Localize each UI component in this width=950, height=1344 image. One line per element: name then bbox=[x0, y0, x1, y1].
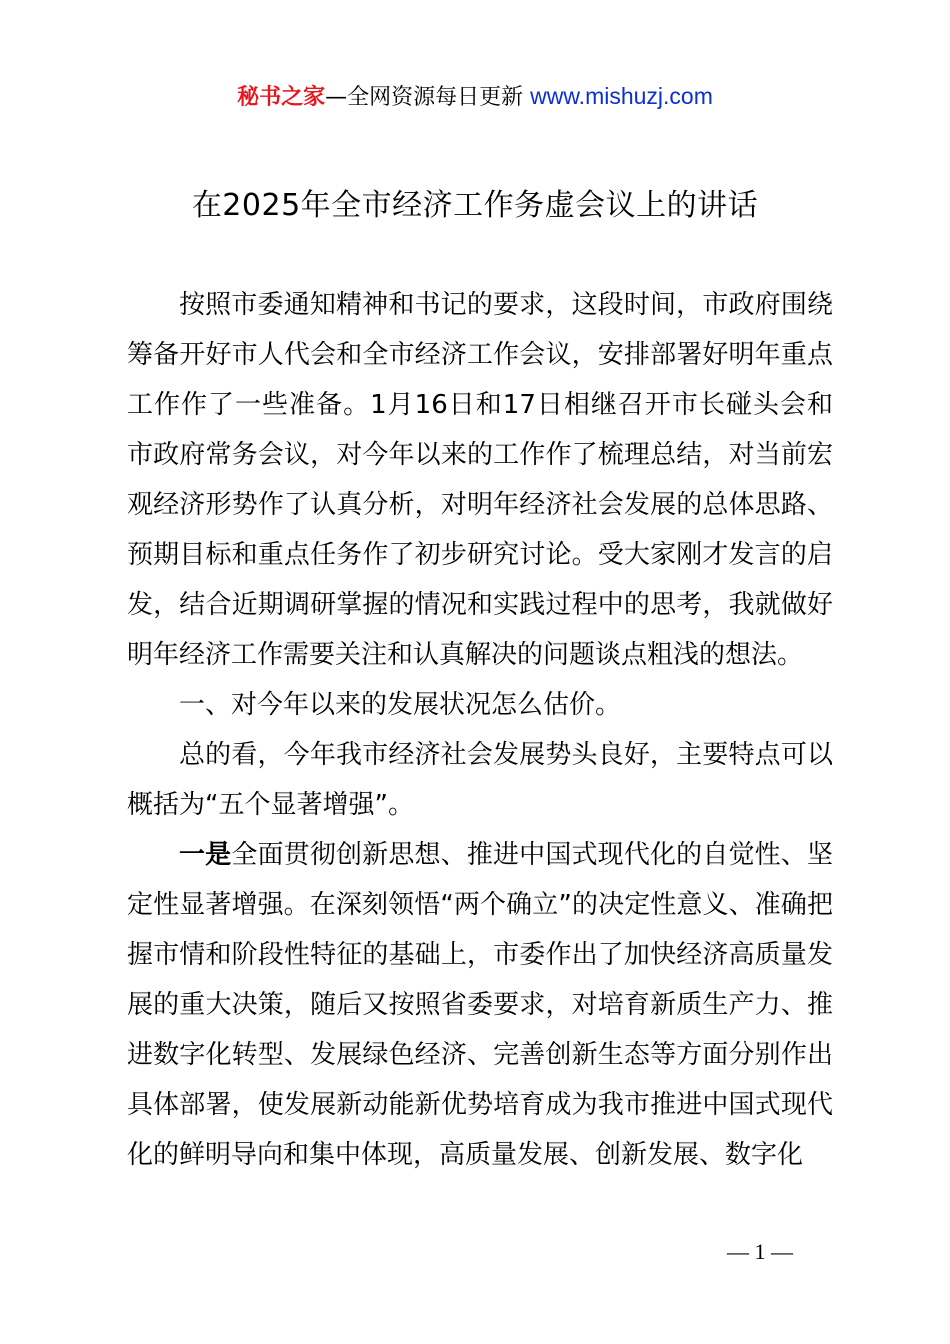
point-one-label: 一是 bbox=[179, 840, 232, 870]
summary-paragraph: 总的看，今年我市经济社会发展势头良好，主要特点可以概括为“五个显著增强”。 bbox=[127, 740, 833, 820]
site-header bbox=[0, 78, 950, 116]
page-number: — 1 — bbox=[727, 1239, 793, 1264]
point-one-text: 全面贯彻创新思想、推进中国式现代化的自觉性、坚定性显著增强。在深刻领悟“两个确立”的决定性意义、准确把握市情和阶段性特征的基础上，市委作出了加快经济高质量发展的重大决策，随后又按照省委要求，对培育新质生产力、推进数字化转型、发展绿色经济、完善创新生态等方面分别作出具体部署，使发展新动能新优势培育成为我市推进中国式现代化的鲜明导向和集中体现，高质量发展、创新发展、数字化 bbox=[127, 840, 833, 1170]
point-one-paragraph bbox=[127, 830, 833, 1180]
document-body bbox=[127, 280, 833, 1180]
site-url-link[interactable]: www.mishuzj.com bbox=[530, 83, 713, 109]
intro-paragraph: 按照市委通知精神和书记的要求，这段时间，市政府围绕筹备开好市人代会和全市经济工作会议，安排部署好明年重点工作作了一些准备。1月16日和17日相继召开市长碰头会和市政府常务会议，对今年以来的工作作了梳理总结，对当前宏观经济形势作了认真分析，对明年经济社会发展的总体思路、预期目标和重点任务作了初步研究讨论。受大家刚才发言的启发，结合近期调研掌握的情况和实践过程中的思考，我就做好明年经济工作需要关注和认真解决的问题谈点粗浅的想法。 bbox=[127, 290, 833, 670]
section-heading-one: 一、对今年以来的发展状况怎么估价。 bbox=[179, 690, 622, 720]
document-title: 在2025年全市经济工作务虚会议上的讲话 bbox=[191, 188, 759, 223]
brand-name: 秘书之家 bbox=[237, 85, 326, 110]
header-tagline: —全网资源每日更新 bbox=[325, 85, 524, 110]
